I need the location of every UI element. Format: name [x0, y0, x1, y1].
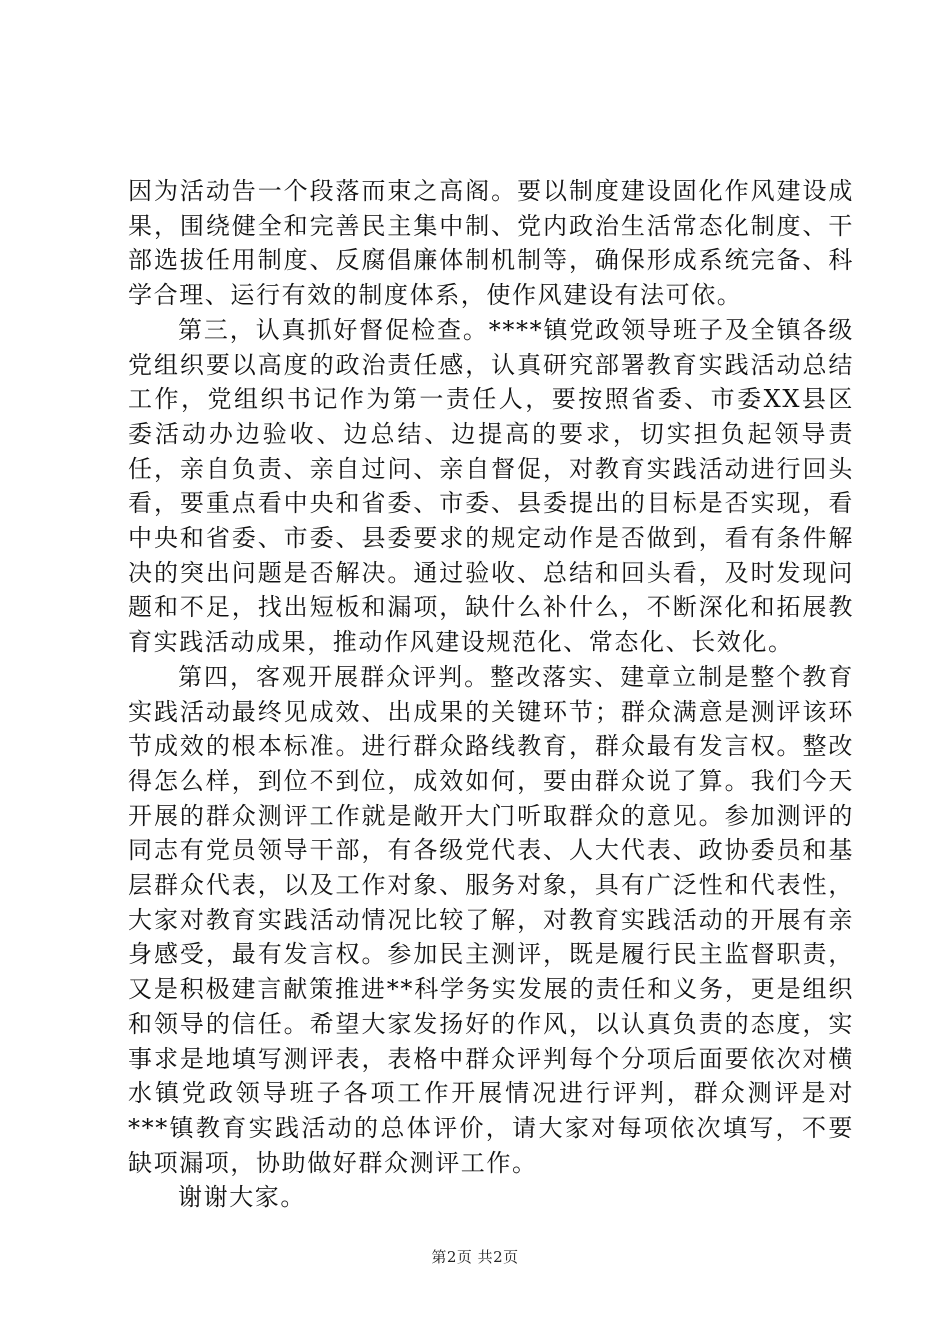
paragraph-public-evaluation: 第四，客观开展群众评判。整改落实、建章立制是整个教育实践活动最终见成效、出成果的关键环节；群众满意是测评该环节成效的根本标准。进行群众路线教育，群众最有发言权。整改得怎么样，到位不到位，成效如何，要由群众说了算。我们今天开展的群众测评工作就是敞开大门听取群众的意见。参加测评的同志有党员领导干部，有各级党代表、人大代表、政协委员和基层群众代表，以及工作对象、服务对象，具有广泛性和代表性，大家对教育实践活动情况比较了解，对教育实践活动的开展有亲身感受，最有发言权。参加民主测评，既是履行民主监督职责，又是积极建言献策推进**科学务实发展的责任和义务，更是组织和领导的信任。希望大家发扬好的作风，以认真负责的态度，实事求是地填写测评表，表格中群众评判每个分项后面要依次对横水镇党政领导班子各项工作开展情况进行评判，群众测评是对***镇教育实践活动的总体评价，请大家对每项依次填写，不要缺项漏项，协助做好群众测评工作。 — [128, 662, 854, 1177]
paragraph-continuation: 因为活动告一个段落而束之高阁。要以制度建设固化作风建设成果，围绕健全和完善民主集中制、党内政治生活常态化制度、干部选拔任用制度、反腐倡廉体制机制等，确保形成系统完备、科学合理、运行有效的制度体系，使作风建设有法可依。 — [128, 177, 854, 310]
page-footer: 第2页 共2页 — [431, 1248, 519, 1266]
document-body — [128, 174, 854, 1215]
paragraph-supervision: 第三，认真抓好督促检查。****镇党政领导班子及全镇各级党组织要以高度的政治责任感，认真研究部署教育实践活动总结工作，党组织书记作为第一责任人，要按照省委、市委XX县区委活动办边验收、边总结、边提高的要求，切实担负起领导责任，亲自负责、亲自过问、亲自督促，对教育实践活动进行回头看，要重点看中央和省委、市委、县委提出的目标是否实现，看中央和省委、市委、县委要求的规定动作是否做到，看有条件解决的突出问题是否解决。通过验收、总结和回头看，及时发现问题和不足，找出短板和漏项，缺什么补什么，不断深化和拓展教育实践活动成果，推动作风建设规范化、常态化、长效化。 — [128, 315, 854, 657]
paragraph-closing-thanks: 谢谢大家。 — [178, 1183, 306, 1212]
